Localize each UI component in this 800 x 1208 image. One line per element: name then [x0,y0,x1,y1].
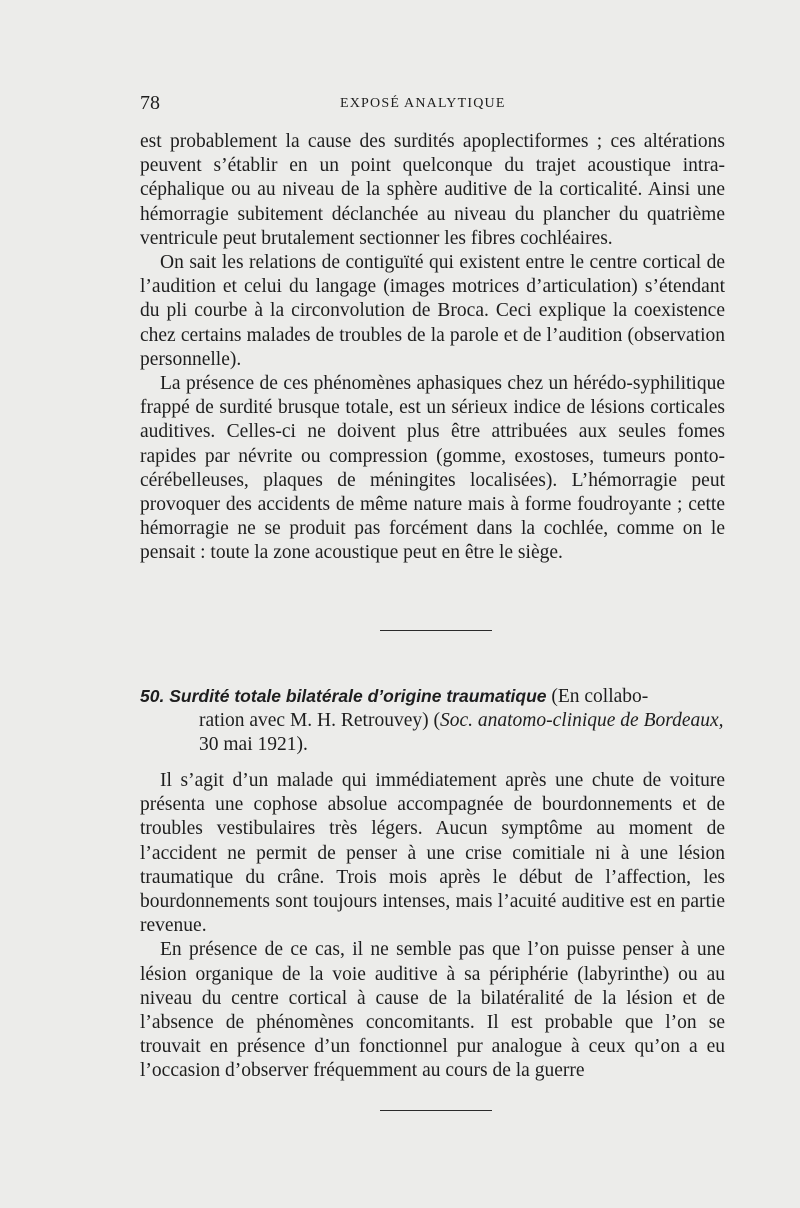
page-number: 78 [140,92,160,114]
text-section-1 [140,130,725,566]
paragraph: La présence de ces phénomènes aphasiques chez un hérédo-syphilitique frappé de surdité brusque totale, est un sérieux indice de lésions corticales auditives. Celles-ci ne doivent plus être attribuées aux seules fomes rapides par névrite ou compression (gomme, exostoses, tumeurs ponto-cérébelleuses, plaques de méningites localisées). L’hémorragie peut provoquer des accidents de même nature mais à forme foudroyante ; cette hémorragie ne se produit pas forcément dans la cochlée, comme on le pensait : toute la zone acoustique peut en être le siège. [140,373,725,564]
section-divider [380,630,492,631]
entry-number: 50. [140,686,165,706]
paragraph: On sait les relations de contiguïté qui existent entre le centre cortical de l’audition et celui du langage (images motrices d’articulation) s’étendant du pli courbe à la circonvolution de Broca. Ceci explique la coexistence chez certains malades de troubles de la parole et de l’audition (observation personnelle). [140,252,725,370]
entry-collaboration-end: ration avec M. H. Retrouvey) ( [199,710,440,732]
paragraph: est probablement la cause des surdités apoplectiformes ; ces altérations peuvent s’établir en un point quelconque du trajet acoustique intra-céphalique ou au niveau de la sphère auditive de la corticalité. Ainsi une hémorragie subitement déclanchée au niveau du plancher du quatrième ventricule peut brutalement sectionner les fibres cochléaires. [140,131,725,249]
paragraph: Il s’agit d’un malade qui immédiatement après une chute de voiture présenta une cophose absolue accompagnée de bourdonnements et de troubles vestibulaires très légers. Aucun symptôme au moment de l’accident ne permit de penser à une crise comitiale ni à une lésion traumatique du crâne. Trois mois après le début de l’affection, les bourdonnements sont toujours intenses, mais l’acuité auditive est en partie revenue. [140,770,725,937]
entry-date: 30 mai 1921). [199,734,308,756]
page-header [140,92,725,118]
entry-source: Soc. anatomo-clinique de Bordeaux, [439,710,724,732]
entry-title: Surdité totale bilatérale d’origine traumatique [169,686,547,706]
paragraph: En présence de ce cas, il ne semble pas que l’on puisse penser à une lésion organique de la voie auditive à sa périphérie (labyrinthe) ou au niveau du centre cortical à cause de la bilatéralité de la lésion et de l’absence de phénomènes concomitants. Il est probable que l’on se trouvait en présence d’un fonctionnel pur analogue à ceux qu’on a eu l’occasion d’observer fréquemment au cours de la guerre [140,939,725,1082]
running-head: EXPOSÉ ANALYTIQUE [340,96,506,111]
section-divider [380,1110,492,1111]
bibliography-entry [140,684,725,758]
entry-continuation [140,709,725,757]
text-section-2 [140,769,725,1084]
entry-collaboration-start: (En collabo- [551,686,649,707]
